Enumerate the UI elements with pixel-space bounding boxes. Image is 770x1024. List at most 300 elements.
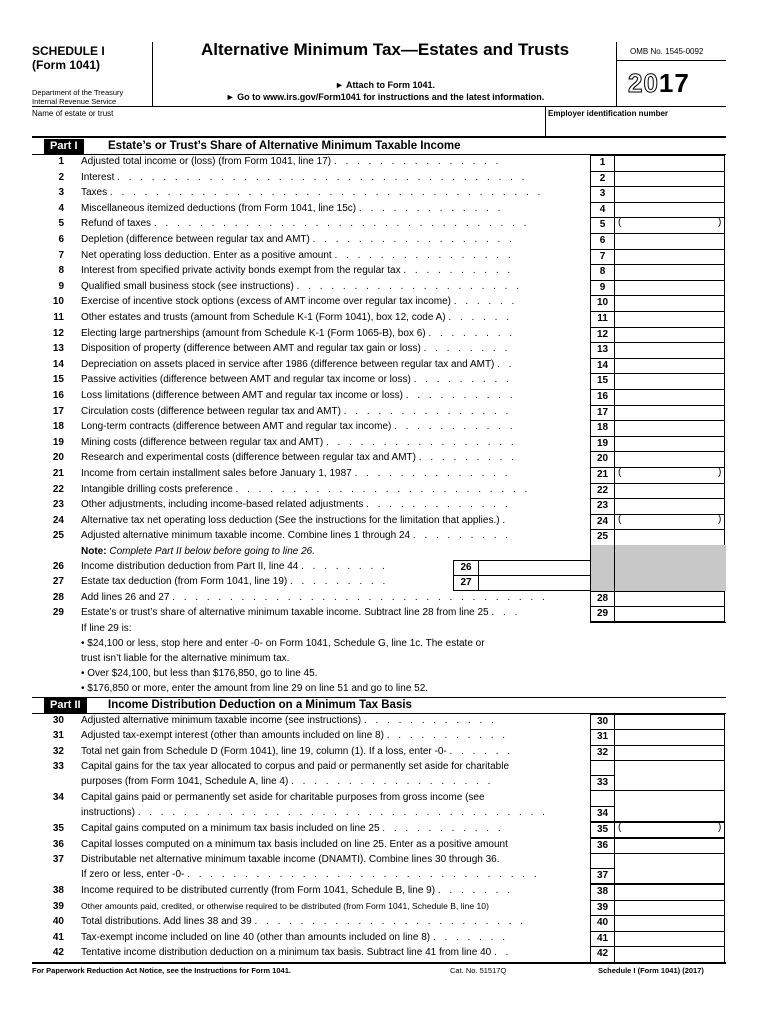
line-text-label: Net operating loss deduction. Enter as a positive amount <box>81 249 332 261</box>
line-40 <box>0 915 770 931</box>
line-7 <box>0 249 770 265</box>
line-16 <box>0 389 770 405</box>
line-31 <box>0 729 770 744</box>
schedule-label: SCHEDULE I <box>32 44 105 58</box>
line-number: 30 <box>52 715 64 726</box>
line-33-amount[interactable] <box>615 760 725 791</box>
line-text-dots: . . . . . . . . . . . . . . . . . . . . . . . . . . . . . . . . . . . . . . <box>109 187 544 199</box>
line-text-dots: . . . . . . . . <box>423 343 511 355</box>
line-box: 18 <box>590 420 615 437</box>
line-19 <box>0 436 770 452</box>
line-23 <box>0 498 770 514</box>
line-15 <box>0 373 770 389</box>
line-number: 1 <box>58 156 64 167</box>
line-text <box>81 250 586 261</box>
schedule-id-block <box>32 44 152 106</box>
line-text-dots: . . . . . . . . . . . . . . . . . . . . . . . . . . . . . . . . . <box>172 592 548 603</box>
line-38-amount[interactable] <box>615 884 725 901</box>
line-text-label: Total net gain from Schedule D (Form 1041), line 19, column (1). If a loss, enter -0- <box>81 745 447 757</box>
ein-divider <box>545 106 546 136</box>
line-number: 18 <box>52 421 64 433</box>
line-35-amount[interactable] <box>615 822 725 838</box>
line-number: 22 <box>52 483 64 495</box>
line-box: 33 <box>590 775 615 791</box>
line-text <box>81 281 586 292</box>
line-text-label: Passive activities (difference between AMT and regular tax income or loss) <box>81 374 411 386</box>
line-text <box>81 328 586 339</box>
line-text-dots: . . . . . . . . . . . <box>394 421 516 433</box>
line-text <box>81 947 586 958</box>
line-text <box>81 901 586 911</box>
line-box: 40 <box>590 915 615 932</box>
line-box: 7 <box>590 249 615 266</box>
line-number: 31 <box>52 730 64 742</box>
line-text-label: If zero or less, enter -0- <box>81 869 185 880</box>
form-label: (Form 1041) <box>32 58 101 72</box>
line-38 <box>0 884 770 900</box>
line-text-label: Tentative income distribution deduction on a minimum tax basis. Subtract line 41 from line 40 <box>81 947 492 959</box>
line-text <box>81 823 586 834</box>
dept-irs: Internal Revenue Service <box>32 97 117 106</box>
line-text-b <box>81 807 586 818</box>
line-number: 36 <box>52 839 64 850</box>
line-box: 42 <box>590 946 615 963</box>
line-text-dots: . . . . . . . . . . . . . . . . . <box>325 436 517 448</box>
line-text-label: Other adjustments, including income-based related adjustments <box>81 499 364 511</box>
line-text-label: Taxes <box>81 187 108 199</box>
line-number: 37 <box>52 854 64 865</box>
line-text-b <box>81 869 586 880</box>
shaded-amount <box>615 545 726 591</box>
line-33 <box>0 760 770 791</box>
line-36-amount[interactable] <box>615 838 725 854</box>
line-text-dots: . . . . . . . . <box>428 327 516 339</box>
line-24 <box>0 514 770 530</box>
line-text-label: Refund of taxes <box>81 218 152 230</box>
line-text-dots: . . . . . . . . . . . . . . <box>354 468 511 479</box>
line-box: 12 <box>590 327 615 344</box>
line-2-amount[interactable] <box>615 171 725 188</box>
line-text-dots: . . . . . . . . . . . . . . . <box>333 156 502 167</box>
line-text-label: Electing large partnerships (amount from Schedule K-1 (Form 1065-B), box 6) <box>81 327 426 339</box>
line-1 <box>0 155 770 171</box>
line-box: 4 <box>590 202 615 219</box>
line-number: 41 <box>52 931 64 943</box>
line-text-label: Intangible drilling costs preference <box>81 483 233 495</box>
line-7-amount[interactable] <box>615 249 725 266</box>
line-text-dots: . . . . . . . . . . . . . . . . . . <box>312 234 515 245</box>
box-spacer <box>590 791 615 806</box>
line-text <box>81 499 586 510</box>
line-number: 17 <box>52 405 64 417</box>
line-20 <box>0 451 770 467</box>
line-text-label: Capital gains computed on a minimum tax basis included on line 25 <box>81 823 380 834</box>
blank-after-29 <box>590 622 726 698</box>
line-24-amount[interactable] <box>615 514 725 531</box>
line-18-amount[interactable] <box>615 420 725 437</box>
line-8-amount[interactable] <box>615 264 725 281</box>
line-number: 39 <box>52 900 64 912</box>
paren-open: ( <box>618 217 622 229</box>
line-box: 23 <box>590 498 615 515</box>
line-text-dots: . . . . . . . . . . . . . . . . . . . . . . . . <box>254 916 527 928</box>
line-5-amount[interactable] <box>615 217 725 234</box>
line-text-label: Disposition of property (difference between AMT and regular tax gain or loss) <box>81 343 421 355</box>
line-text-label: Total distributions. Add lines 38 and 39 <box>81 916 252 928</box>
line-text-dots: . . . . . . . . . <box>412 530 512 542</box>
line-text-label: Adjusted alternative minimum taxable income (see instructions) <box>81 715 362 726</box>
line-box: 5 <box>590 217 615 234</box>
line-22-amount[interactable] <box>615 483 725 500</box>
line-text-dots: . . . . . . . <box>437 885 513 896</box>
line-text-dots: . . . . . . . . . . . . . . . . . . . . . . . . . . . . . . . <box>187 869 540 880</box>
line-3 <box>0 186 770 202</box>
line-32-amount[interactable] <box>615 745 725 761</box>
line-text-label: Research and experimental costs (difference between regular tax and AMT) <box>81 452 416 464</box>
line-text <box>81 746 586 757</box>
name-bottom-rule <box>32 136 726 138</box>
line-text <box>81 265 586 276</box>
line-20-amount[interactable] <box>615 451 725 468</box>
line-text <box>81 203 586 214</box>
line-number: 23 <box>52 499 64 511</box>
line-text-label: Other estates and trusts (amount from Schedule K-1 (Form 1041), box 12, code A) <box>81 312 446 323</box>
line-box: 6 <box>590 233 615 250</box>
shaded-box <box>590 545 615 591</box>
line-box: 16 <box>590 389 615 406</box>
box-spacer <box>590 760 615 775</box>
line-text-label: Exercise of incentive stock options (excess of AMT income over regular tax income) <box>81 296 451 308</box>
line-text-dots: . . . . . . <box>448 312 512 323</box>
line-text-label: Miscellaneous itemized deductions (from Form 1041, line 15c) <box>81 202 357 214</box>
line-number: 19 <box>52 436 64 448</box>
line-28 <box>0 591 770 607</box>
line-text-label: Income required to be distributed currently (from Form 1041, Schedule B, line 9) <box>81 885 436 896</box>
line-text <box>81 172 586 183</box>
line-box: 39 <box>590 900 615 917</box>
paren-open: ( <box>618 467 622 478</box>
line-4 <box>0 202 770 218</box>
line-23-amount[interactable] <box>615 498 725 515</box>
line-text <box>81 515 586 526</box>
line-number: 38 <box>52 885 64 896</box>
line-text <box>81 715 586 726</box>
line-box: 17 <box>590 405 615 422</box>
line-40-amount[interactable] <box>615 915 725 932</box>
line-31-amount[interactable] <box>615 729 725 745</box>
line-10 <box>0 295 770 311</box>
line-26-amount[interactable] <box>479 560 590 576</box>
line-box: 35 <box>590 822 615 838</box>
line-box: 3 <box>590 186 615 203</box>
line-box: 30 <box>590 714 615 730</box>
line-9 <box>0 280 770 296</box>
line-28-amount[interactable] <box>615 591 725 607</box>
line-36 <box>0 838 770 853</box>
line-number: 4 <box>58 202 64 214</box>
line-box: 34 <box>590 806 615 822</box>
line-13 <box>0 342 770 358</box>
line-37-amount[interactable] <box>615 853 725 884</box>
line-37 <box>0 853 770 884</box>
omb-number: OMB No. 1545-0092 <box>630 47 704 56</box>
line-text <box>81 607 586 618</box>
line-box: 27 <box>453 575 479 591</box>
header-divider-right <box>616 42 617 106</box>
paren-close: ) <box>718 513 722 525</box>
line-text-label: Interest from specified private activity bonds exempt from the regular tax <box>81 265 401 277</box>
line-text-dots: . . . . . . . . . . . . . . . . . . . . . . . . . . <box>235 483 531 495</box>
bullet-1a: • $24,100 or less, stop here and enter -0- on Form 1041, Schedule G, line 1c. The estate or <box>81 638 485 649</box>
line-box: 37 <box>590 868 615 884</box>
line-number: 16 <box>52 390 64 401</box>
year-hollow: 20 <box>628 68 659 98</box>
line-6-amount[interactable] <box>615 233 725 250</box>
line-text-dots: . . . . . . . . . . . . . . . . . . . . <box>296 280 523 292</box>
line-8 <box>0 264 770 280</box>
line-12-amount[interactable] <box>615 327 725 344</box>
line-11 <box>0 311 770 327</box>
line-29 <box>0 606 770 622</box>
line-text-a: Capital gains for the tax year allocated to corpus and paid or permanently set aside for charitable <box>81 761 510 772</box>
line-text-label: Alternative tax net operating loss deduction (See the instructions for the limitation that applies.) <box>81 514 500 526</box>
part1-title: Estate’s or Trust’s Share of Alternative Minimum Taxable Income <box>108 140 461 152</box>
line-number: 34 <box>52 792 64 803</box>
line-number: 32 <box>52 745 64 757</box>
line-22 <box>0 483 770 499</box>
line-box: 20 <box>590 451 615 468</box>
line-29-amount[interactable] <box>615 606 725 622</box>
line-text-dots: . . . . . . . . . <box>290 576 389 587</box>
dept-treasury: Department of the Treasury <box>32 88 124 97</box>
line-25 <box>0 529 770 545</box>
line-box: 9 <box>590 280 615 297</box>
line-5 <box>0 217 770 233</box>
line-text <box>81 312 586 323</box>
line-text-label: Capital losses computed on a minimum tax basis included on line 25. Enter as a positive amount <box>81 839 508 850</box>
line-text-dots: . . . . . . . . . <box>413 374 512 386</box>
line-text <box>81 592 586 603</box>
line-box: 41 <box>590 931 615 948</box>
line-text-label: Estate tax deduction (from Form 1041, line 19) <box>81 576 288 587</box>
line-text-label: Depreciation on assets placed in service after 1986 (difference between regular tax and AMT) <box>81 358 495 370</box>
line-21-amount[interactable] <box>615 467 725 484</box>
line-number: 14 <box>52 358 64 370</box>
line-1-amount[interactable] <box>615 155 725 172</box>
line-25-amount[interactable] <box>615 529 725 546</box>
line-number: 24 <box>52 514 64 526</box>
line-text-dots: . . . . . . . . . . <box>405 390 516 401</box>
line-text-label: Depletion (difference between regular tax and AMT) <box>81 234 310 245</box>
part1-note <box>81 546 315 557</box>
line-box: 22 <box>590 483 615 500</box>
line-box: 10 <box>590 295 615 312</box>
line-19-amount[interactable] <box>615 436 725 453</box>
line-30-amount[interactable] <box>615 714 725 730</box>
paren-open: ( <box>618 822 622 833</box>
line-41 <box>0 931 770 947</box>
line-13-amount[interactable] <box>615 342 725 359</box>
line-box: 14 <box>590 358 615 375</box>
line-15-amount[interactable] <box>615 373 725 390</box>
line-text-label: Adjusted tax-exempt interest (other than amounts included on line 8) <box>81 730 384 742</box>
line-text <box>81 839 586 850</box>
line-text <box>81 218 586 229</box>
line-21 <box>0 467 770 483</box>
line-14 <box>0 358 770 374</box>
omb-divider <box>616 60 726 61</box>
tax-year <box>628 68 690 99</box>
line-text <box>81 484 586 495</box>
line-text <box>81 468 586 479</box>
line-number: 35 <box>52 823 64 834</box>
line-number: 12 <box>52 327 64 339</box>
goto-instruction: ► Go to www.irs.gov/Form1041 for instructions and the latest information. <box>225 92 545 102</box>
line-number: 8 <box>58 265 64 277</box>
line-number: 27 <box>52 576 64 587</box>
line-34 <box>0 791 770 822</box>
line-text-label: Mining costs (difference between regular tax and AMT) <box>81 436 324 448</box>
line-text-dots: . . . . . . . . . <box>418 452 518 464</box>
line-text <box>81 561 451 572</box>
ein-field[interactable] <box>548 120 724 135</box>
line-text <box>81 234 586 245</box>
line-text <box>81 359 586 370</box>
header-divider-left <box>152 42 153 106</box>
line-text <box>81 390 586 401</box>
name-of-estate-field[interactable] <box>32 120 542 135</box>
line-16-amount[interactable] <box>615 389 725 406</box>
line-text-label: instructions) <box>81 807 135 818</box>
if-line-29: If line 29 is: <box>81 623 132 634</box>
line-text <box>81 343 586 354</box>
line-number: 20 <box>52 452 64 464</box>
line-text <box>81 156 586 167</box>
line-text-dots: . . . . . . . . . . <box>403 265 514 277</box>
paren-close: ) <box>718 217 722 229</box>
line-11-amount[interactable] <box>615 311 725 328</box>
line-text-a: Capital gains paid or permanently set aside for charitable purposes from gross income (see <box>81 792 485 803</box>
line-34-amount[interactable] <box>615 791 725 822</box>
line-42-amount[interactable] <box>615 946 725 963</box>
line-39 <box>0 900 770 916</box>
line-number: 2 <box>58 171 64 183</box>
line-number: 9 <box>58 280 64 292</box>
line-text-a: Distributable net alternative minimum taxable income (DNAMTI). Combine lines 30 through 36. <box>81 854 500 865</box>
line-box: 38 <box>590 884 615 901</box>
line-14-amount[interactable] <box>615 358 725 375</box>
note-bold: Note: <box>81 546 107 557</box>
line-number: 3 <box>58 187 64 199</box>
line-number: 5 <box>58 218 64 230</box>
line-number: 11 <box>53 312 64 323</box>
line-text-dots: . . . . . . . . . . . . . . . <box>343 405 512 417</box>
line-box: 25 <box>590 529 615 546</box>
line-box: 19 <box>590 436 615 453</box>
line-27-amount[interactable] <box>479 575 590 591</box>
line-box: 15 <box>590 373 615 390</box>
ein-label: Employer identification number <box>548 109 669 118</box>
line-text <box>81 406 586 417</box>
line-text-label: Estate’s or trust’s share of alternative minimum taxable income. Subtract line 28 from line 25 <box>81 607 489 618</box>
line-text-dots: . . . . . . . . . . . . . . . . . . . . . . . . . . . . . . . . . . . . <box>137 807 548 818</box>
line-text-dots: . . . . . . . . . . . . . . . . . . <box>291 776 494 787</box>
line-3-amount[interactable] <box>615 186 725 203</box>
line-text-label: Adjusted total income or (loss) (from Form 1041, line 17) <box>81 156 332 167</box>
line-text-dots: . . . . . . . . . . . . . <box>358 202 504 214</box>
line-text-label: Income distribution deduction from Part II, line 44 <box>81 561 299 572</box>
line-box: 32 <box>590 745 615 761</box>
line-39-amount[interactable] <box>615 900 725 917</box>
line-number: 40 <box>52 916 64 928</box>
footer-cat-no: Cat. No. 51517Q <box>450 966 507 975</box>
line-text-b <box>81 776 586 787</box>
line-text-dots: . . <box>497 358 515 370</box>
line-text <box>81 730 586 741</box>
line-text <box>81 296 586 307</box>
line-number: 21 <box>52 468 64 479</box>
line-text-dots: . <box>502 514 509 526</box>
line-text-label: Income from certain installment sales before January 1, 1987 <box>81 468 352 479</box>
line-30 <box>0 714 770 729</box>
line-box: 11 <box>590 311 615 328</box>
line-text-dots: . . . . . . . . . . . . <box>363 715 497 726</box>
line-35 <box>0 822 770 837</box>
line-text-dots: . . . . . . . . <box>301 561 388 572</box>
line-text-dots: . . . . . . . . . . . . . . . . . . . . . . . . . . . . . . . . . <box>153 218 530 230</box>
line-4-amount[interactable] <box>615 202 725 219</box>
line-box: 31 <box>590 729 615 745</box>
line-32 <box>0 745 770 760</box>
year-solid: 17 <box>658 68 690 98</box>
line-number: 28 <box>52 592 64 603</box>
line-text-label: Loss limitations (difference between AMT and regular tax income or loss) <box>81 390 404 401</box>
line-text-dots: . . . . . . . . . . . <box>382 823 504 834</box>
line-box: 13 <box>590 342 615 359</box>
line-text-dots: . . . . . . . . . . . . . <box>366 499 511 511</box>
part1-header <box>32 139 726 154</box>
box-spacer <box>590 853 615 868</box>
line-box: 26 <box>453 560 479 576</box>
line-text-dots: . . . . . . . . . . . <box>386 730 509 742</box>
line-number: 33 <box>52 761 64 772</box>
line-text-dots: . . . <box>491 607 521 618</box>
line-text <box>81 885 586 896</box>
line-text <box>81 916 586 927</box>
line-17-amount[interactable] <box>615 405 725 422</box>
line-number: 13 <box>52 343 64 355</box>
line-text-label: Add lines 26 and 27 <box>81 592 170 603</box>
line-41-amount[interactable] <box>615 931 725 948</box>
line-17 <box>0 405 770 421</box>
line-text-label: Interest <box>81 171 115 183</box>
line-text-label: purposes (from Form 1041, Schedule A, line 4) <box>81 776 289 787</box>
line-42 <box>0 946 770 962</box>
line-box: 1 <box>590 155 615 172</box>
line-9-amount[interactable] <box>615 280 725 297</box>
line-box: 24 <box>590 514 615 531</box>
line-text-label: Other amounts paid, credited, or otherwise required to be distributed (from Form 1041, Schedule B, line 10) <box>81 900 489 911</box>
line-text-dots: . . . . . . <box>453 296 518 308</box>
line-number: 15 <box>52 374 64 386</box>
attach-instruction: ► Attach to Form 1041. <box>334 80 436 90</box>
line-text-label: Long-term contracts (difference between AMT and regular tax income) <box>81 421 392 433</box>
line-text <box>81 421 586 432</box>
part1-badge: Part I <box>44 139 84 154</box>
line-text <box>81 576 451 587</box>
line-10-amount[interactable] <box>615 295 725 312</box>
line-box: 8 <box>590 264 615 281</box>
